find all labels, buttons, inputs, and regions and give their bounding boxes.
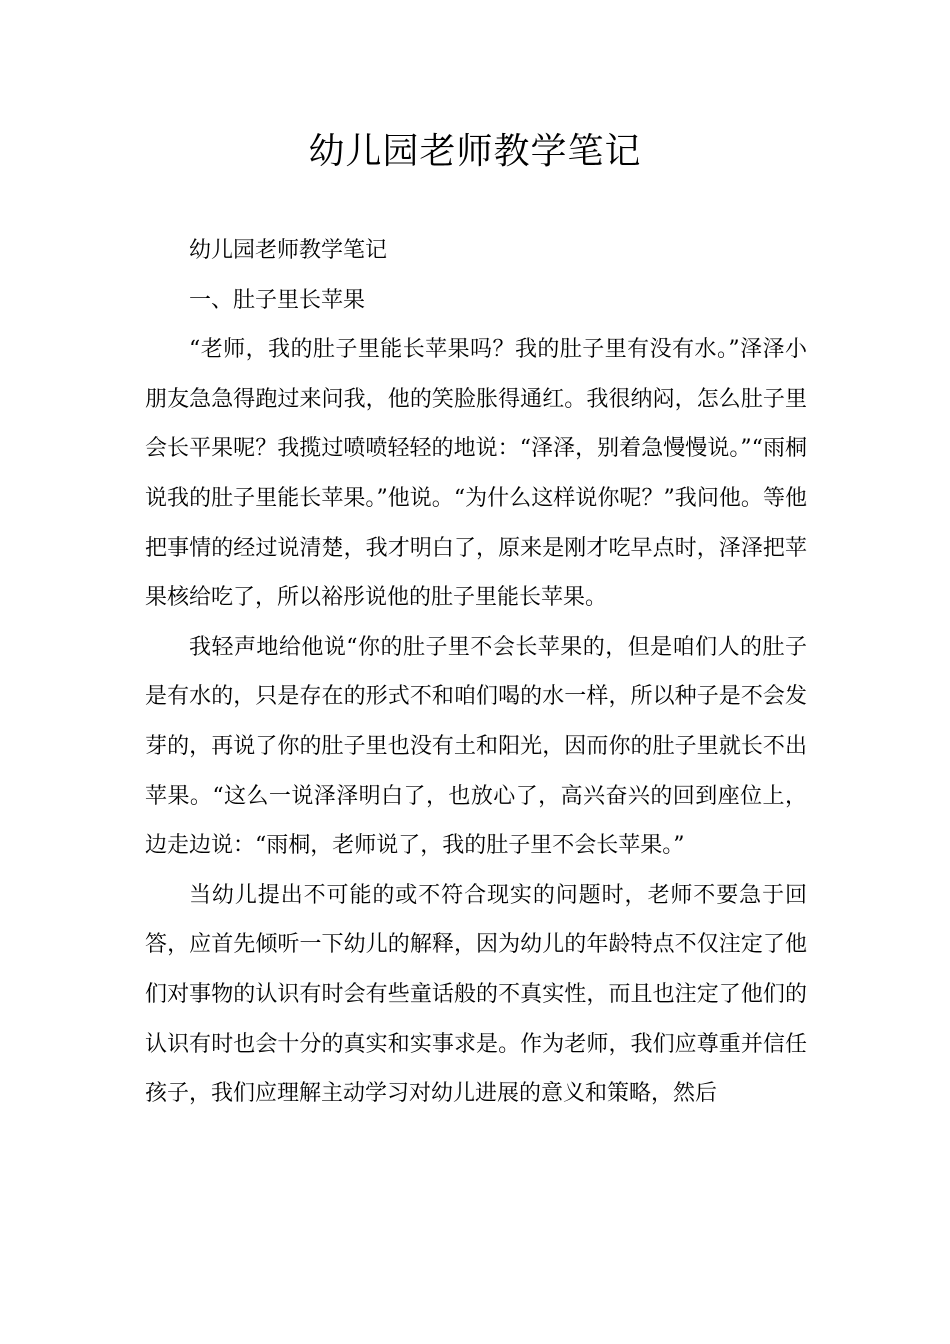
- document-body: [145, 226, 807, 1119]
- body-paragraph: 我轻声地给他说“你的肚子里不会长苹果的，但是咱们人的肚子是有水的，只是存在的形式不和咱们喝的水一样，所以种子是不会发芽的，再说了你的肚子里也没有土和阳光，因而你的肚子里就长不出苹果。“这么一说泽泽明白了，也放心了，高兴奋兴的回到座位上，边走边说：“雨桐，老师说了，我的肚子里不会长苹果。”: [145, 634, 807, 859]
- document-title: 幼儿园老师教学笔记: [308, 131, 642, 172]
- body-paragraph: 当幼儿提出不可能的或不符合现实的问题时，老师不要急于回答，应首先倾听一下幼儿的解释，因为幼儿的年龄特点不仅注定了他们对事物的认识有时会有些童话般的不真实性，而且也注定了他们的认识有时也会十分的真实和实事求是。作为老师，我们应尊重并信任孩子，我们应理解主动学习对幼儿进展的意义和策略，然后: [145, 882, 807, 1107]
- subtitle-paragraph: 幼儿园老师教学笔记: [189, 238, 388, 263]
- section-heading: 一、肚子里长苹果: [189, 287, 366, 313]
- body-paragraph: “老师，我的肚子里能长苹果吗？我的肚子里有没有水。”泽泽小朋友急急得跑过来问我，他的笑脸胀得通红。我很纳闷，怎么肚子里会长平果呢？我揽过喷喷轻轻的地说：“泽泽，别着急慢慢说。”“雨桐说我的肚子里能长苹果。”他说。“为什么这样说你呢？”我问他。等他把事情的经过说清楚，我才明白了，原来是刚才吃早点时，泽泽把苹果核给吃了，所以裕彤说他的肚子里能长苹果。: [145, 337, 807, 611]
